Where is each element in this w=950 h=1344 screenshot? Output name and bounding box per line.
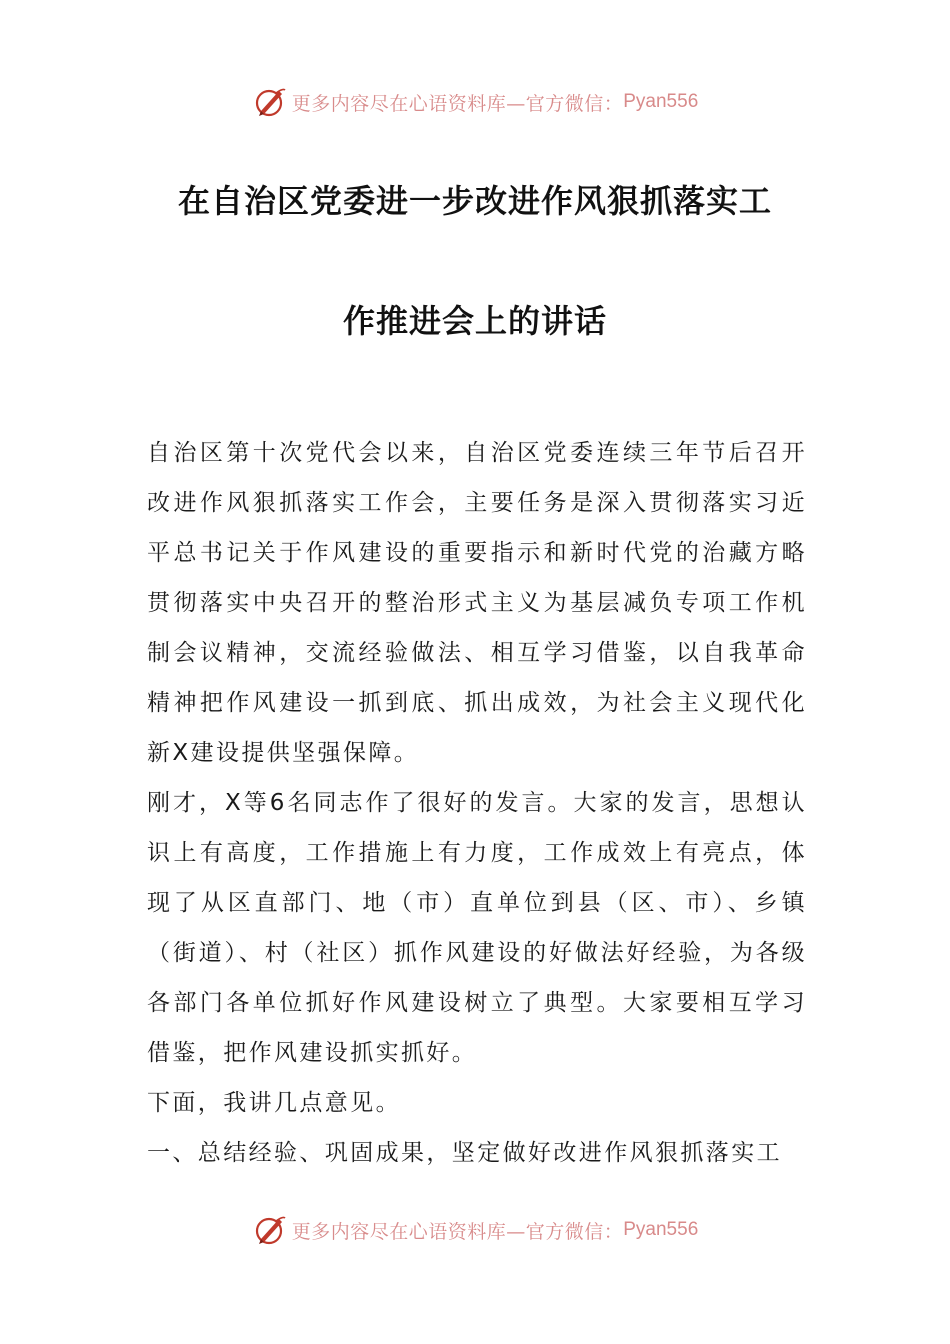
paragraph-2: 刚才，X等6名同志作了很好的发言。大家的发言，思想认识上有高度，工作措施上有力度，工作成效上有亮点，体现了从区直部门、地（市）直单位到县（区、市）、乡镇（街道）、村（社区）抓作风建设的好做法好经验，为各级各部门各单位抓好作风建设树立了典型。大家要相互学习借鉴，把作风建设抓实抓好。	[147, 790, 807, 1066]
banner-text: 更多内容尽在心语资料库—官方微信：	[291, 92, 624, 115]
paragraph-3: 下面，我讲几点意见。	[147, 1090, 401, 1116]
pen-logo-icon	[252, 84, 288, 120]
document-body	[147, 428, 807, 1178]
document-title-line-1: 在自治区党委进一步改进作风狠抓落实工	[177, 182, 772, 220]
pen-logo-icon	[252, 1212, 288, 1248]
banner-text: 更多内容尽在心语资料库—官方微信：	[291, 1220, 624, 1243]
paragraph-1: 自治区第十次党代会以来，自治区党委连续三年节后召开改进作风狠抓落实工作会，主要任务是深入贯彻落实习近平总书记关于作风建设的重要指示和新时代党的治藏方略贯彻落实中央召开的整治形式主义为基层减负专项工作机制会议精神，交流经验做法、相互学习借鉴，以自我革命精神把作风建设一抓到底、抓出成效，为社会主义现代化新X建设提供坚强保障。	[147, 440, 807, 766]
section-heading-1: 一、总结经验、巩固成果，坚定做好改进作风狠抓落实工	[147, 1140, 782, 1166]
wechat-id: Pyan556	[623, 1219, 699, 1240]
document-title-line-2: 作推进会上的讲话	[342, 302, 607, 340]
footer-banner	[0, 1208, 950, 1252]
wechat-id: Pyan556	[623, 91, 699, 112]
header-banner	[0, 80, 950, 124]
